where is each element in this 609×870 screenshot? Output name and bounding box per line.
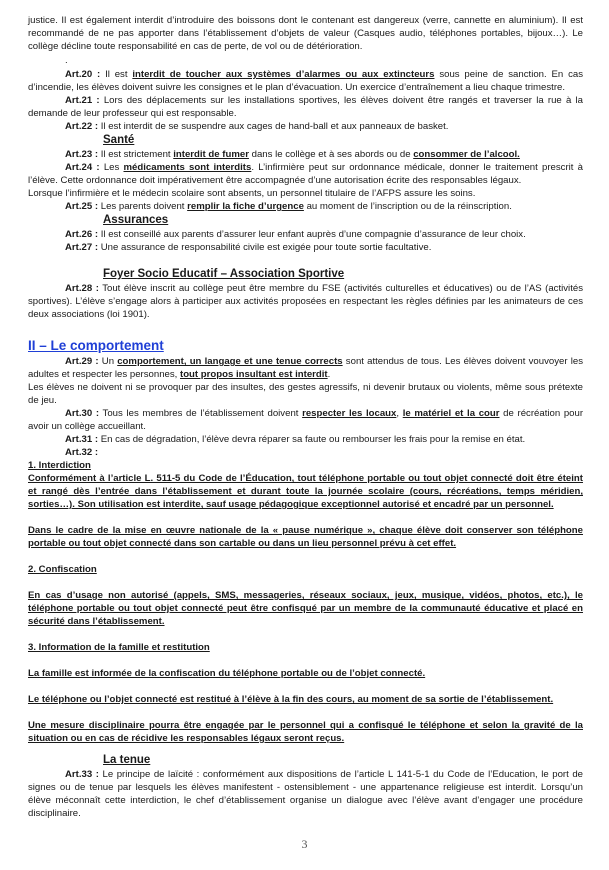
article-label: Art.22 : [65,121,99,132]
article-emphasis: respecter les locaux [302,408,397,419]
article-text: Il est interdit de se suspendre aux cages de hand-ball et aux panneaux de basket. [98,121,449,132]
spacer [28,511,583,524]
article-label: Art.26 : [65,229,99,240]
article-label: Art.30 : [65,408,100,419]
article-label: Art.20 : [65,69,101,80]
article-text: Les [99,162,124,173]
article-emphasis: interdit de fumer [173,149,249,160]
article-25 [28,200,583,213]
article-text: sous peine de sanction. En cas d’incendie, les élèves doivent suivre les consignes et le plan d’évacuation. Un exercice d’entraînement a lieu chaque trimestre. [28,69,584,93]
article-text: Lors des déplacements sur les installations sportives, les élèves doivent être rangés et traverser la rue à la demande de leur professeur qui est responsable. [28,95,583,119]
heading-sante: Santé [103,134,135,146]
document-page [28,14,583,820]
article-label: Art.21 : [65,95,100,106]
article-emphasis: interdit de toucher aux systèmes d’alarmes ou aux extincteurs [132,69,435,80]
article-label: Art.24 : [65,162,100,173]
stray-dot: . [65,55,68,66]
spacer [28,628,583,641]
article-32-subtitle-confiscation: 2. Confiscation [28,564,97,575]
article-32-information-text-3: Une mesure disciplinaire pourra être engagée par le personnel qui a confisqué le téléphone et selon la gravité de la situation ou en cas de récidive les responsables légaux seront reçus. [28,720,583,744]
spacer [28,706,583,719]
article-label: Art.28 : [65,283,99,294]
article-30 [28,407,583,433]
article-emphasis: tout propos insultant est interdit [180,369,328,380]
article-32-subtitle-interdiction: 1. Interdiction [28,460,91,471]
article-27 [28,241,583,254]
article-32 [28,446,583,459]
article-text: Il est strictement [98,149,174,160]
article-emphasis: médicaments sont interdits [123,162,252,173]
article-28 [28,282,583,321]
article-label: Art.32 : [65,447,99,458]
article-20 [28,68,583,94]
article-text: dans le collège et à ses abords ou de [248,149,414,160]
article-31 [28,433,583,446]
article-23 [28,148,583,161]
heading-tenue: La tenue [103,754,151,766]
spacer [28,254,583,267]
article-text: de récréation pour avoir un collège accueillant. [28,408,584,432]
article-32-subtitle-information: 3. Information de la famille et restitution [28,642,210,653]
article-emphasis: comportement, un langage et une tenue corrects [117,356,343,367]
article-label: Art.31 : [65,434,99,445]
article-24-extra: Lorsque l’infirmière et le médecin scolaire sont absents, un personnel titulaire de l’AFPS assure les soins. [28,188,476,199]
article-32-information-text-1: La famille est informée de la confiscation du téléphone portable ou de l’objet connecté. [28,668,426,679]
heading-foyer: Foyer Socio Educatif – Association Sportive [103,268,345,280]
article-label: Art.25 : [65,201,99,212]
article-33 [28,768,583,820]
article-text: au moment de l’inscription ou de la réinscription. [303,201,512,212]
spacer [28,654,583,667]
article-text: . L’infirmière peut sur ordonnance médicale, donner le traitement prescrit à l’élève. Cette ordonnance doit impérativement être accompagnée d’une autorisation écrite des responsables légaux. [28,162,583,186]
article-22 [28,120,583,133]
article-text: En cas de dégradation, l’élève devra réparer sa faute ou rembourser les frais pour la remise en état. [98,434,526,445]
article-label: Art.33 : [65,769,99,780]
article-text: Tout élève inscrit au collège peut être membre du FSE (activités culturelles et éducatives) ou de l’AS (activités sportives). L’élève s’engage alors à participer aux activités proposées en respectant les règles définies par les animateurs de ces deux associations (loi 1901). [28,283,583,320]
article-text: . [327,369,331,380]
article-text: Il est [100,69,133,80]
spacer [28,745,583,753]
article-32-information-text-2: Le téléphone ou l’objet connecté est restitué à l’élève à la fin des cours, au moment de sa sortie de l’établissement. [28,694,554,705]
article-emphasis: remplir la fiche d’urgence [187,201,304,212]
article-text: , [396,408,403,419]
page-number: 3 [301,837,308,851]
article-21 [28,94,583,120]
article-text: Les parents doivent [98,201,188,212]
article-text: sont attendus de tous. Les élèves doivent vouvoyer les adultes et respecter les personnes, [28,356,583,380]
article-32-pause-numerique-text: Dans le cadre de la mise en œuvre nationale de la « pause numérique », chaque élève doit conserver son téléphone portable ou tout objet connecté dans son cartable ou dans un lieu personnel prévu à cet effet. [28,525,583,549]
article-text: Une assurance de responsabilité civile est exigée pour toute sortie facultative. [98,242,432,253]
heading-assurances: Assurances [103,214,169,226]
article-32-interdiction-text: Conformément à l’article L. 511-5 du Code de l’Éducation, tout téléphone portable ou tout objet connecté doit être éteint et rangé dès l’entrée dans l’établissement et durant toute la journée scolaire (cours, récréations, temps méridien, sorties…). Son utilisation est interdite, sauf usage pédagogique exceptionnel autorisé et encadré par un personnel. [28,473,583,510]
article-text: Tous les membres de l’établissement doivent [99,408,303,419]
article-label: Art.27 : [65,242,99,253]
article-32-confiscation-text: En cas d’usage non autorisé (appels, SMS, messageries, réseaux sociaux, jeux, musique, vidéos, photos, etc.), le téléphone portable ou tout objet connecté peut être confisqué par un membre de la communauté éducative et placé en sécurité dans l’établissement. [28,590,583,627]
section-heading-comportement: II – Le comportement [28,338,164,353]
article-text: Un [98,356,118,367]
intro-paragraph: justice. Il est également interdit d’introduire des boissons dont le contenant est dangereux (verre, cannette en aluminium). Il est recommandé de ne pas apporter dans l’établissement d’objets de valeur (Casques audio, téléphones portables, bijoux…). Le collège décline toute responsabilité en cas de perte, de vol ou de détérioration. [28,15,583,52]
article-29-extra: Les élèves ne doivent ni se provoquer par des insultes, des gestes agressifs, ni devenir brutaux ou violents, même sous prétexte de jeu. [28,382,583,406]
article-label: Art.23 : [65,149,99,160]
spacer [28,576,583,589]
article-26 [28,228,583,241]
spacer [28,680,583,693]
article-24 [28,161,583,187]
article-emphasis: le matériel et la cour [402,408,500,419]
article-label: Art.29 : [65,356,99,367]
article-text: Le principe de laïcité : conformément aux dispositions de l’article L 141-5-1 du Code de l’Education, le port de signes ou de tenue par lesquels les élèves manifestent - ostensiblement - une appartenance religieuse est interdit. Lorsqu’un élève méconnaît cette interdiction, le chef d’établissement organise un dialogue avec l’élève avant d’engager une procédure disciplinaire. [28,769,583,819]
article-29 [28,355,583,381]
spacer [28,550,583,563]
article-emphasis: consommer de l’alcool. [413,149,520,160]
article-text: Il est conseillé aux parents d’assurer leur enfant auprès d’une compagnie d’assurance de leur choix. [98,229,526,240]
